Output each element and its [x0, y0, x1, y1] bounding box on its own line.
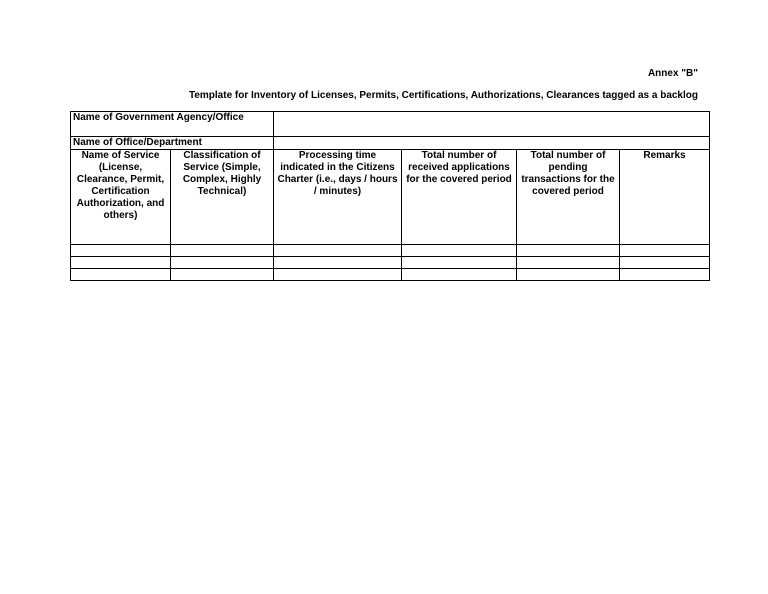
column-header-processing-time: Processing time indicated in the Citizens Charter (i.e., days / hours / minutes) [274, 150, 402, 245]
table-cell[interactable] [274, 257, 402, 269]
column-header-service-name: Name of Service (License, Clearance, Permit, Certification Authorization, and others) [71, 150, 171, 245]
table-row [71, 269, 710, 281]
inventory-table [70, 111, 710, 281]
table-cell[interactable] [620, 257, 710, 269]
table-cell[interactable] [71, 245, 171, 257]
office-row [71, 137, 710, 150]
table-cell[interactable] [71, 269, 171, 281]
table-cell[interactable] [517, 245, 620, 257]
table-cell[interactable] [517, 269, 620, 281]
agency-row [71, 112, 710, 137]
table-cell[interactable] [402, 245, 517, 257]
table-row [71, 257, 710, 269]
office-value-cell[interactable] [274, 137, 710, 150]
table-cell[interactable] [71, 257, 171, 269]
table-row [71, 245, 710, 257]
column-header-classification: Classification of Service (Simple, Complex, Highly Technical) [171, 150, 274, 245]
table-cell[interactable] [171, 269, 274, 281]
table-cell[interactable] [620, 245, 710, 257]
office-label: Name of Office/Department [71, 137, 274, 150]
document-title: Template for Inventory of Licenses, Permits, Certifications, Authorizations, Clearances tagged as a backlog [188, 90, 698, 101]
column-header-pending-transactions: Total number of pending transactions for the covered period [517, 150, 620, 245]
annex-label: Annex "B" [647, 68, 698, 79]
agency-value-cell[interactable] [274, 112, 710, 137]
table-cell[interactable] [274, 269, 402, 281]
table-cell[interactable] [171, 245, 274, 257]
table-cell[interactable] [402, 269, 517, 281]
column-header-remarks: Remarks [620, 150, 710, 245]
table-cell[interactable] [517, 257, 620, 269]
table-cell[interactable] [402, 257, 517, 269]
table-cell[interactable] [171, 257, 274, 269]
agency-label: Name of Government Agency/Office [71, 112, 274, 137]
table-cell[interactable] [274, 245, 402, 257]
table-cell[interactable] [620, 269, 710, 281]
column-header-row [71, 150, 710, 245]
column-header-received-applications: Total number of received applications for the covered period [402, 150, 517, 245]
